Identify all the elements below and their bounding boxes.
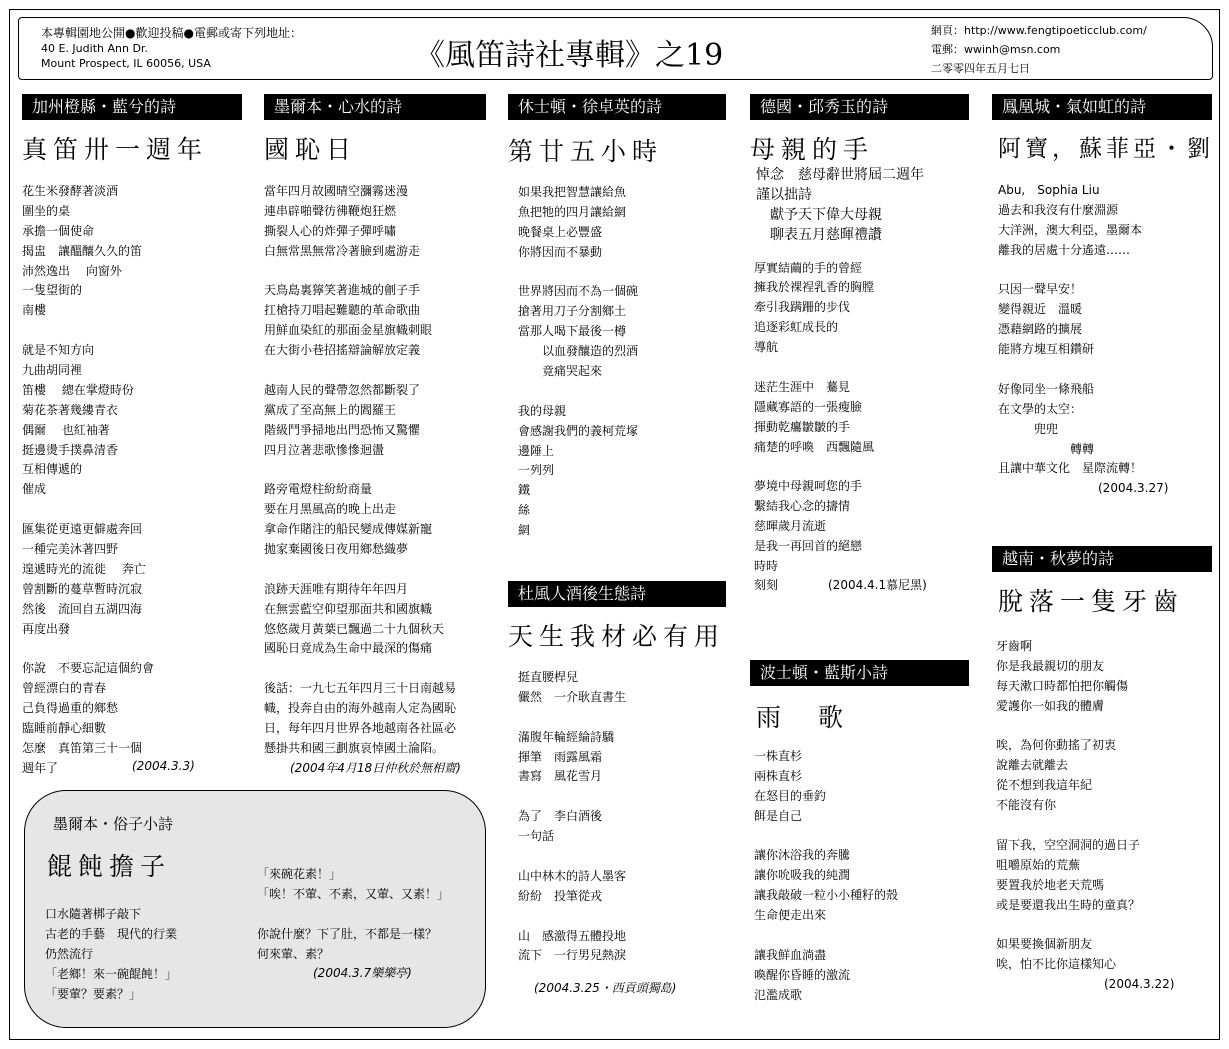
address-city: Mount Prospect, IL 60056, USA — [41, 57, 211, 70]
poem-line — [754, 456, 969, 476]
poem-line: 仍然流行 — [45, 946, 94, 961]
poem-line: 為了 李白酒後 — [518, 809, 603, 824]
poem-line: 是我一再回首的絕戀 — [754, 539, 863, 554]
poem-column-3 — [508, 94, 726, 540]
poem-line: 何來葷、素？ — [257, 946, 330, 961]
poem-line: 一列列 — [518, 463, 555, 478]
poem-line: 從不想到我這年紀 — [996, 778, 1093, 793]
poem-date: (2004.3.27) — [1098, 481, 1169, 496]
poem-line: 己負得過重的鄉愁 — [22, 701, 119, 716]
poem-line: 夢境中母親呵您的手 — [754, 479, 863, 494]
poem-line: 說離去就離去 — [996, 758, 1069, 773]
poem-line: 兜兜 — [998, 421, 1059, 436]
poem-line: 九曲胡同裡 — [22, 363, 83, 378]
poem-line: 讓你吮吸我的純潤 — [754, 868, 851, 883]
website[interactable]: 網頁：http://www.fengtipoeticclub.com/ — [931, 24, 1147, 37]
poem-line — [22, 321, 242, 341]
poem-line: 山中林木的詩人墨客 — [518, 868, 627, 883]
poem-line — [754, 925, 969, 945]
poem-line: 一種完美沐著四野 — [22, 542, 119, 557]
poem-line: 催成 — [22, 482, 47, 497]
contact-info — [931, 21, 1147, 78]
poem-title: 餛飩擔子 — [47, 852, 172, 881]
poem-line: 偶爾 也紅袖著 — [22, 422, 110, 437]
poem-line: 互相傳遞的 — [22, 462, 83, 477]
poem-column-5 — [992, 94, 1212, 498]
poem-line: 「來碗花素！」 — [257, 867, 342, 881]
poem-line — [257, 904, 449, 924]
poem-line: 不能沒有你 — [996, 798, 1057, 813]
poem-line: 一隻望街的 — [22, 283, 83, 298]
poem-line — [264, 659, 486, 679]
poem-column-4b — [750, 660, 969, 1005]
poem-line: 匯集從更遠更僻處奔回 — [22, 522, 143, 537]
poem-line — [264, 560, 486, 580]
poem-body — [264, 182, 486, 759]
poem-line: 繫結我心念的擣情 — [754, 499, 851, 514]
author-bar: 墨爾本・心水的詩 — [264, 94, 486, 120]
poem-line: 階級鬥爭掃地出門恐怖又驚懼 — [264, 422, 421, 437]
author-bar: 波士頓・藍斯小詩 — [750, 660, 969, 686]
author-bar: 休士頓・徐卓英的詩 — [508, 94, 726, 120]
poem-body — [750, 258, 969, 576]
poem-line: 黨成了至高無上的閻羅王 — [264, 402, 397, 417]
poem-line: 挺邊燙手撲鼻清香 — [22, 442, 119, 457]
author-bar: 鳳凰城・氣如虹的詩 — [992, 94, 1212, 120]
poem-line: 紛紛 投筆從戎 — [518, 888, 603, 903]
poem-line: 憑藉網路的擴展 — [998, 322, 1083, 337]
poem-line: 菊花茶著幾縷青衣 — [22, 402, 119, 417]
poem-line: 遑遞時光的流徙 奔亡 — [22, 561, 146, 576]
author-label: 墨爾本・俗子小詩 — [53, 815, 174, 833]
poem-line: 古老的手藝 現代的行業 — [45, 926, 178, 941]
poem-line: 迷茫生涯中 驀見 — [754, 379, 851, 394]
poem-line — [754, 357, 969, 377]
poem-line: 謹以拙詩 — [756, 186, 812, 203]
poem-dedication — [750, 162, 969, 242]
poem-line: 然後 流回自五湖四海 — [22, 601, 143, 616]
poem-line — [996, 716, 1212, 736]
poem-date: (2004年4月18日仲秋於無相齋) — [290, 760, 461, 775]
header — [18, 17, 1213, 80]
poem-line: 揮筆 雨露風霜 — [518, 749, 603, 764]
poem-line: 連串辟啪聲彷彿鞭炮狂燃 — [264, 203, 397, 218]
poem-line: 牽引我蹒跚的步伐 — [754, 300, 851, 315]
poem-line: 日，每年四月世界各地越南各社區必 — [264, 721, 457, 736]
poem-line: 導航 — [754, 340, 779, 355]
poem-box — [24, 790, 486, 1028]
poem-line: 你將因而不暴動 — [518, 244, 603, 259]
poem-line: 擁我於裸裎乳香的胸膛 — [754, 280, 875, 295]
poem-body — [22, 182, 242, 759]
poem-line: 生命便走出來 — [754, 908, 827, 923]
poem-line: 網 — [518, 523, 531, 538]
poem-line: 鐵 — [518, 483, 531, 498]
author-bar: 杜風人酒後生態詩 — [508, 581, 726, 607]
poem-line: 幟，投奔自由的海外越南人定為國恥 — [264, 701, 457, 716]
poem-line: 咀嚼原始的荒蕪 — [996, 857, 1081, 872]
poem-date: (2004.4.1慕尼黑) — [828, 577, 927, 592]
poem-line: 你說什麼？下了肚，不都是一樣？ — [257, 926, 438, 941]
poem-line: 要置我於地老天荒嗎 — [996, 877, 1105, 892]
poem-line: 悠悠歲月黃葉已飄過二十九個秋天 — [264, 621, 445, 636]
poem-line: 挺直腰桿兒 — [518, 670, 579, 684]
page-title: 《風笛詩社專輯》之19 — [415, 38, 724, 73]
poem-line: 南樓 — [22, 303, 47, 318]
poem-line: 滿腹年輪經綸詩驕 — [518, 729, 615, 744]
poem-line: 大洋洲，澳大利亞，墨爾本 — [998, 222, 1143, 237]
poem-line: 圍坐的桌 — [22, 203, 71, 218]
poem-line: 我的母親 — [518, 403, 567, 418]
poem-line: 獻予天下偉大母親 — [756, 206, 882, 223]
poem-body-right — [257, 864, 449, 985]
poem-line: 曾割斷的蔓草暫時沉寂 — [22, 581, 143, 596]
poem-title: 母親的手 — [750, 135, 875, 164]
poem-line: 慈暉歲月流逝 — [754, 519, 827, 534]
poem-line: 浪跡天涯唯有期待年年四月 — [264, 581, 409, 596]
poem-line: 山 感激得五體投地 — [518, 928, 627, 943]
poem-body — [750, 746, 969, 1005]
poem-line: 搶著用刀子分割鄉土 — [518, 304, 627, 319]
poem-line: 氾濫成歌 — [754, 987, 803, 1002]
poem-line: 悼念 慈母辭世將屆二週年 — [756, 167, 924, 183]
poem-line: 能將方塊互相鑽研 — [998, 342, 1095, 357]
poem-date: (2004.3.22) — [1104, 977, 1175, 992]
poem-line: 就是不知方向 — [22, 343, 95, 358]
poem-title: 雨 歌 — [756, 703, 850, 732]
poem-line: 揮動乾癟皺皺的手 — [754, 419, 851, 434]
poem-title: 天生我材必有用 — [508, 622, 726, 651]
poem-line: 世界將因而不為一個碗 — [518, 284, 639, 299]
poem-line: 撕裂人心的炸彈子彈呼嘯 — [264, 223, 397, 238]
poem-line: 在怒目的垂釣 — [754, 788, 827, 803]
poem-line: 且讓中華文化 星際流轉！ — [998, 461, 1143, 476]
poem-line: 以血發釀造的烈酒 — [518, 344, 639, 359]
poem-line: 四月泣著悲歌慘慘迴盪 — [264, 442, 385, 457]
poem-line: 當那人喝下最後一樽 — [518, 324, 627, 339]
poem-line: 時時 — [754, 558, 779, 573]
poem-line: 在大街小巷招搖辯論解放定義 — [264, 343, 421, 358]
poem-line — [22, 639, 242, 659]
author-bar: 加州橙縣・藍兮的詩 — [22, 94, 242, 120]
poem-column-5b — [992, 546, 1212, 994]
poem-line: 拋家棄國後日夜用鄉愁織夢 — [264, 542, 409, 557]
poem-line: 笛樓 總在掌燈時份 — [22, 382, 134, 397]
submission-notice: 本專輯園地公開●歡迎投稿●電郵或寄下列地址： — [41, 26, 302, 40]
poem-line: 一株直杉 — [754, 749, 803, 763]
poem-column-4 — [750, 94, 969, 596]
poem-line: 懸掛共和國三劃旗哀悼國土淪陷。 — [264, 740, 445, 755]
poem-line: 怎麼 真笛第三十一個 — [22, 740, 143, 755]
poem-line: 餌是自己 — [754, 808, 803, 823]
poem-line: 越南人民的聲帶忽然都斷裂了 — [264, 382, 421, 397]
poem-line: 如果我把智慧讓給魚 — [518, 185, 627, 199]
poem-line: 天鳥島裏獰笑著進城的劊子手 — [264, 283, 421, 298]
poem-line: 儼然 一介耿直書生 — [518, 689, 627, 704]
poem-title: 脫落一隻牙齒 — [998, 587, 1185, 616]
poem-body-right-lines — [257, 864, 449, 963]
poem-line: 好像同坐一條飛船 — [998, 381, 1095, 396]
poem-line: 花生米發酵著淡酒 — [22, 184, 119, 198]
poem-date: (2004.3.25・西貢頭獨島) — [534, 981, 677, 996]
poem-line: 白無常黑無常冷著臉到處游走 — [264, 243, 421, 258]
poem-line — [996, 914, 1212, 934]
poem-line — [518, 381, 726, 401]
poem-line — [518, 262, 726, 282]
poem-line: 竟痛哭起來 — [518, 364, 603, 379]
poem-line: 路旁電燈柱紛紛商量 — [264, 482, 373, 497]
poem-line: 變得親近 溫暖 — [998, 302, 1083, 317]
poem-line: 曾經漂白的青春 — [22, 681, 107, 696]
poem-line: 兩株直杉 — [754, 768, 803, 783]
poem-body — [508, 182, 726, 540]
poem-line: 拿命作賭注的船民變成傳媒新寵 — [264, 522, 433, 537]
poem-last-line: 刻刻 (2004.4.1慕尼黑) — [754, 577, 927, 592]
poem-line: 或是要還我出生時的童真？ — [996, 897, 1141, 912]
poem-column-1 — [22, 94, 242, 779]
poem-line: 邊陲上 — [518, 443, 555, 458]
poem-line: 在文學的太空： — [998, 401, 1083, 416]
issue-date: 二零零四年五月七日 — [931, 62, 1030, 75]
poem-line: 書寫 風花雪月 — [518, 769, 603, 784]
poem-line: 痛楚的呼喚 西飄隨風 — [754, 439, 875, 454]
poem-line: 愛護你一如我的體膚 — [996, 698, 1105, 713]
poem-title: 國恥日 — [264, 135, 358, 164]
poem-line: 當年四月故國晴空瀰霧迷漫 — [264, 184, 409, 198]
poem-line: 會感謝我們的義柯荒塚 — [518, 423, 639, 438]
poem-line — [998, 260, 1212, 280]
poem-line: 一句話 — [518, 829, 555, 844]
poem-title: 阿寶，蘇菲亞・劉 — [998, 136, 1214, 162]
poem-line — [754, 826, 969, 846]
poem-line: Abu, Sophia Liu — [998, 183, 1100, 197]
poem-line: 追逐彩虹成長的 — [754, 320, 839, 335]
poem-line: 讓你沐浴我的奔騰 — [754, 848, 851, 863]
poem-date: (2004.3.3) — [132, 758, 195, 773]
poem-line: 過去和我沒有什麼淵源 — [998, 202, 1119, 217]
poem-line — [264, 262, 486, 282]
poem-column-3b — [508, 581, 726, 996]
poem-line — [996, 815, 1212, 835]
poem-line: 唉，怕不比你這樣知心 — [996, 957, 1117, 972]
poem-line: 流下 一行男兒熱淚 — [518, 948, 627, 963]
poem-title: 真笛卅一週年 — [22, 135, 209, 164]
poem-line: 轉轉 — [998, 441, 1095, 456]
poem-line: 口水隨著梆子敲下 — [45, 907, 142, 921]
author-bar: 越南・秋夢的詩 — [992, 546, 1212, 572]
poem-line: 揭盅 讓醞釀久久的笛 — [22, 243, 143, 258]
poem-body — [508, 667, 726, 965]
author-bar: 德國・邱秀玉的詩 — [750, 94, 969, 120]
poem-line: 「老鄉！來一碗餛飩！」 — [45, 966, 178, 981]
poem-line: 你說 不要忘記這個約會 — [22, 661, 155, 676]
poem-column-2 — [264, 94, 486, 778]
poem-line: 留下我，空空洞洞的過日子 — [996, 837, 1141, 852]
poem-line: 承擔一個使命 — [22, 223, 95, 238]
poem-line: 沛然逸出 向窗外 — [22, 263, 122, 278]
poem-line: 在無雲藍空仰望那面共和國旗幟 — [264, 601, 433, 616]
poem-line — [22, 500, 242, 520]
poem-line: 再度出發 — [22, 621, 71, 636]
poem-line: 「唉！不葷、不素，又葷、又素！」 — [257, 886, 450, 901]
poem-line: 晚餐桌上必豐盛 — [518, 224, 603, 239]
poem-line: 扛槍持刀唱起難聽的革命歌曲 — [264, 303, 421, 318]
poem-line — [518, 906, 726, 926]
poem-date: (2004.3.7樂樂亭) — [313, 966, 412, 981]
poem-line — [264, 460, 486, 480]
address-street: 40 E. Judith Ann Dr. — [41, 42, 148, 55]
poem-line: 喚醒你昏睡的激流 — [754, 967, 851, 982]
email[interactable]: 電郵：wwinh@msn.com — [931, 43, 1061, 56]
poem-line: 只因一聲早安！ — [998, 282, 1083, 297]
poem-last-line: 週年了 (2004.3.3) — [22, 758, 195, 775]
poem-line: 國恥日竟成為生命中最深的傷痛 — [264, 641, 433, 656]
poem-line: 「要葷？要素？」 — [45, 986, 142, 1001]
poem-line — [518, 707, 726, 727]
poem-line — [264, 361, 486, 381]
poem-line: 離我的居處十分遙遠…… — [998, 242, 1131, 257]
poem-line: 讓我鮮血淌盡 — [754, 947, 827, 962]
poem-line — [518, 786, 726, 806]
poem-line: 用鮮血染紅的那面金星旗幟刺眼 — [264, 323, 433, 338]
poem-body — [992, 180, 1212, 478]
poem-body-left — [45, 904, 177, 1003]
poem-line: 臨睡前靜心細數 — [22, 721, 107, 736]
poem-title: 第廿五小時 — [508, 137, 664, 166]
poem-line: 如果要換個新朋友 — [996, 937, 1093, 952]
poem-line: 後話：一九七五年四月三十日南越易 — [264, 681, 457, 696]
poem-line: 厚實結繭的手的曾經 — [754, 260, 863, 275]
poem-line: 唉，為何你動搖了初衷 — [996, 738, 1117, 753]
poem-line: 絲 — [518, 503, 531, 518]
poem-line: 聊表五月慈暉禮讚 — [756, 226, 882, 243]
poem-line: 你是我最親切的朋友 — [996, 658, 1105, 673]
poem-line: 要在月黑風高的晚上出走 — [264, 502, 397, 517]
poem-line — [518, 846, 726, 866]
poem-line: 魚把牠的四月讓給網 — [518, 204, 627, 219]
poem-line: 隱藏寡語的一張瘦臉 — [754, 399, 863, 414]
poem-line — [998, 359, 1212, 379]
submission-info — [41, 26, 302, 71]
poem-line: 牙齒啊 — [996, 639, 1033, 653]
poem-line: 每天漱口時都怕把你觸傷 — [996, 678, 1129, 693]
poem-body — [992, 636, 1212, 974]
poem-line: 讓我敲破一粒小小種籽的殼 — [754, 888, 899, 903]
